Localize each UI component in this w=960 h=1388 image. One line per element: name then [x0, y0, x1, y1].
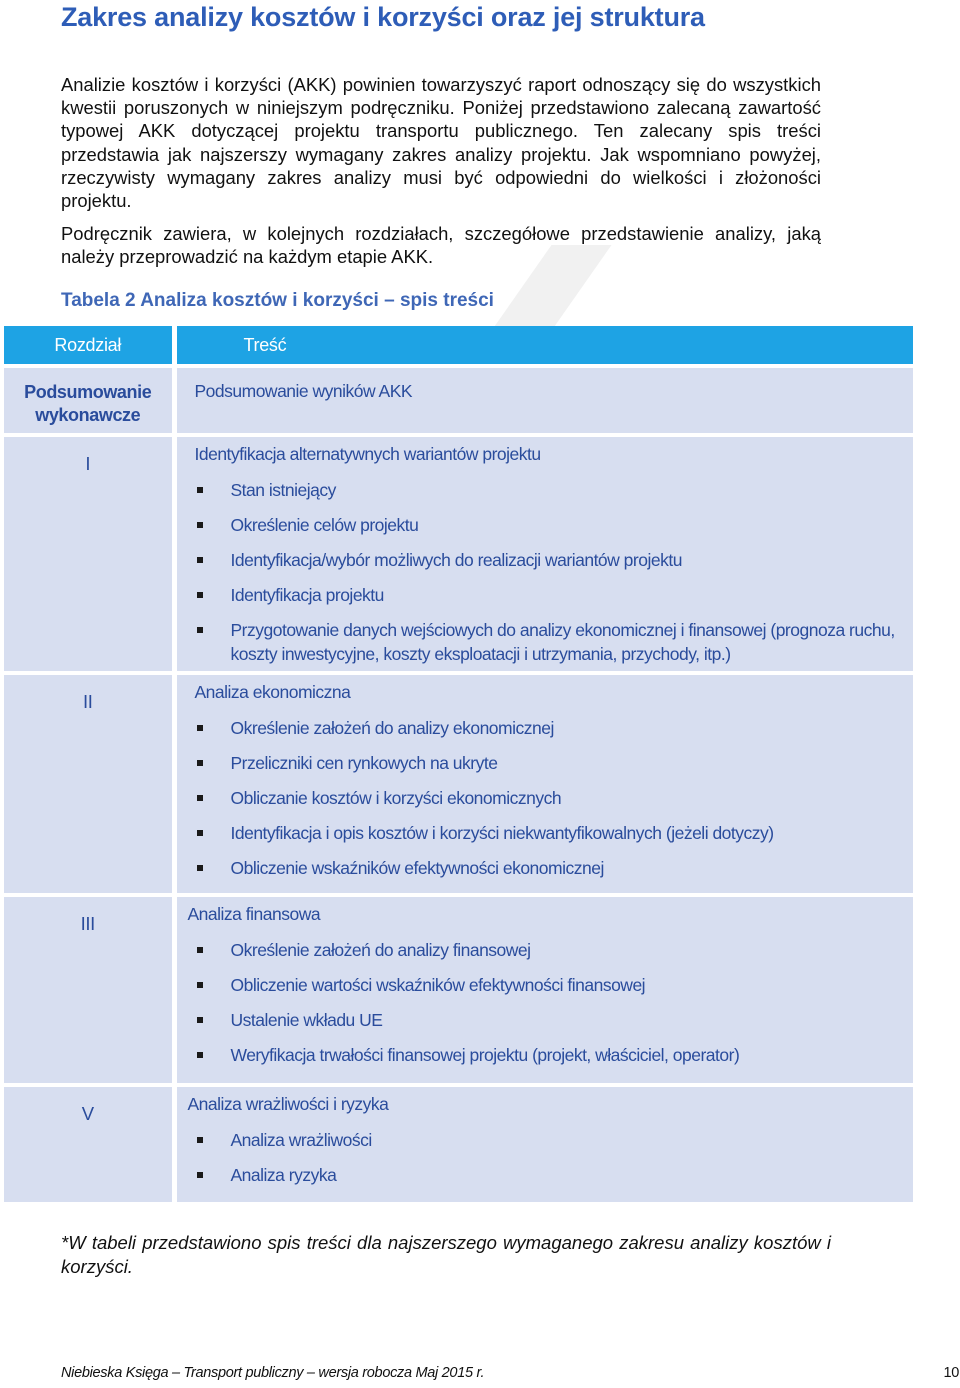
- chapter-cell: V: [4, 1085, 174, 1202]
- list-item: Identyfikacja projektu: [195, 577, 914, 612]
- list-item: Analiza ryzyka: [195, 1157, 914, 1192]
- content-cell: [174, 673, 913, 895]
- chapter-cell: II: [4, 673, 174, 895]
- section-title: Identyfikacja alternatywnych wariantów projektu: [194, 444, 541, 464]
- table-row: [4, 366, 913, 435]
- content-cell: [174, 895, 913, 1085]
- table-row: [4, 435, 913, 673]
- section-title: Analiza finansowa: [187, 904, 321, 924]
- page-number: 10: [943, 1365, 959, 1381]
- table-header-row: [4, 326, 913, 366]
- chapter-cell: I: [4, 435, 174, 673]
- list-item: Określenie założeń do analizy ekonomicznej: [195, 710, 914, 745]
- intro-paragraph-2: Podręcznik zawiera, w kolejnych rozdziałach, szczegółowe przedstawienie analizy, jaką należy przeprowadzić na każdym etapie AKK.: [61, 223, 821, 268]
- list-item: Weryfikacja trwałości finansowej projektu (projekt, właściciel, operator): [195, 1037, 914, 1072]
- table-row: [4, 1085, 913, 1202]
- page-footer: [61, 1365, 959, 1381]
- section-title: Analiza wrażliwości i ryzyka: [187, 1094, 389, 1114]
- footer-text: Niebieska Księga – Transport publiczny – wersja robocza Maj 2015 r.: [61, 1365, 485, 1381]
- page-heading: Zakres analizy kosztów i korzyści oraz jej struktura: [61, 2, 705, 32]
- section-title: Podsumowanie wyników AKK: [194, 381, 413, 401]
- list-item: Przygotowanie danych wejściowych do analizy ekonomicznej i finansowej (prognoza ruchu, koszty inwestycyjne, koszty eksploatacji i utrzymania, przychody, itp.): [195, 612, 914, 671]
- list-item: Identyfikacja/wybór możliwych do realizacji wariantów projektu: [195, 542, 914, 577]
- chapter-cell: Podsumowanie wykonawcze: [4, 366, 174, 435]
- list-item: Ustalenie wkładu UE: [195, 1002, 914, 1037]
- table-footnote: *W tabeli przedstawiono spis treści dla najszerszego wymaganego zakresu analizy kosztów i korzyści.: [61, 1231, 831, 1277]
- list-item: Obliczanie kosztów i korzyści ekonomicznych: [195, 780, 914, 815]
- header-chapter: Rozdział: [4, 326, 174, 366]
- chapter-cell: III: [4, 895, 174, 1085]
- table-row: [4, 673, 913, 895]
- list-item: Obliczenie wartości wskaźników efektywności finansowej: [195, 967, 914, 1002]
- table-row: [4, 895, 913, 1085]
- content-cell: [174, 1085, 913, 1202]
- list-item: Określenie celów projektu: [195, 507, 914, 542]
- content-cell: [174, 366, 913, 435]
- header-content: Treść: [174, 326, 913, 366]
- intro-text: [61, 73, 821, 279]
- list-item: Analiza wrażliwości: [195, 1122, 914, 1157]
- list-item: Obliczenie wskaźników efektywności ekonomicznej: [195, 850, 914, 885]
- list-item: Stan istniejący: [195, 472, 914, 507]
- section-title: Analiza ekonomiczna: [194, 682, 351, 702]
- list-item: Określenie założeń do analizy finansowej: [195, 932, 914, 967]
- list-item: Identyfikacja i opis kosztów i korzyści niekwantyfikowalnych (jeżeli dotyczy): [195, 815, 914, 850]
- contents-table: [4, 326, 913, 1202]
- content-cell: [174, 435, 913, 673]
- list-item: Przeliczniki cen rynkowych na ukryte: [195, 745, 914, 780]
- table-caption: Tabela 2 Analiza kosztów i korzyści – spis treści: [61, 290, 494, 311]
- intro-paragraph-1: Analizie kosztów i korzyści (AKK) powinien towarzyszyć raport odnoszący się do wszystkich kwestii poruszonych w niniejszym podręczniku. Poniżej przedstawiono zalecaną zawartość typowej AKK dotyczącej projektu transportu publicznego. Ten zalecany spis treści przedstawia jak najszerszy wymagany zakres analizy projektu. Jak wspomniano powyżej, rzeczywisty wymagany zakres analizy musi być odpowiedni do wielkości i złożoności projektu.: [61, 74, 821, 212]
